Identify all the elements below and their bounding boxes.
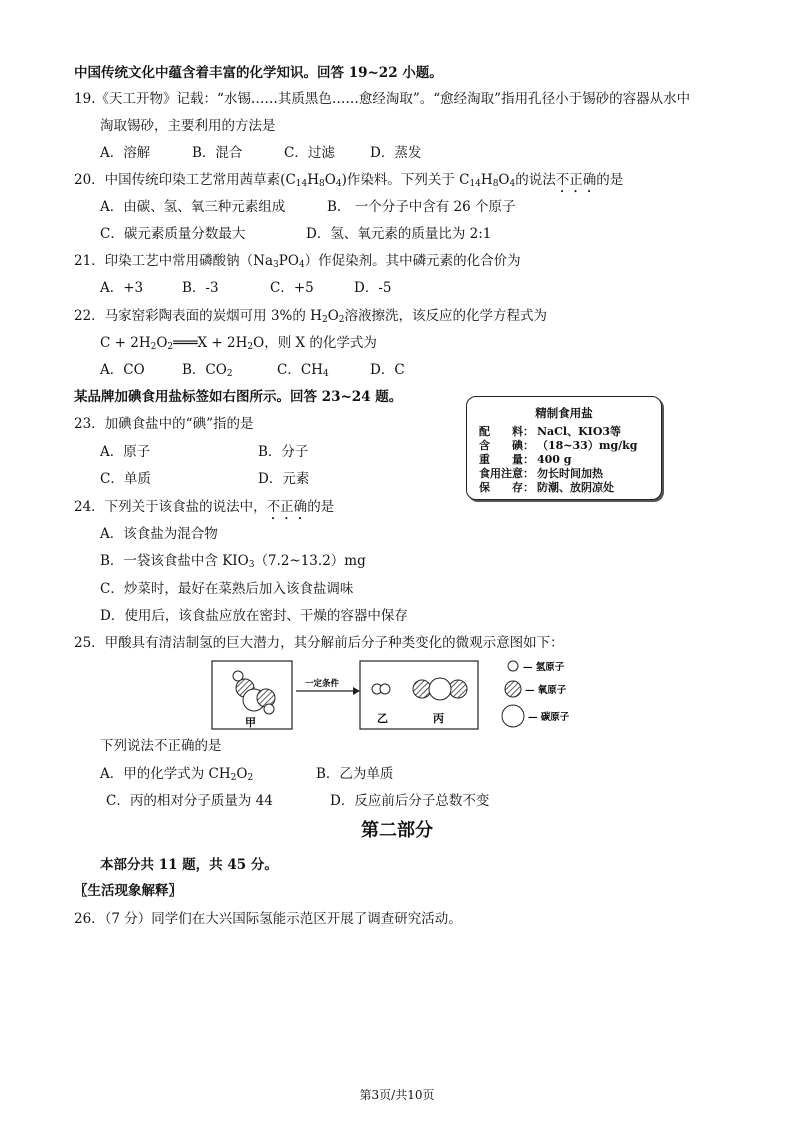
label-jia: 甲 — [245, 716, 256, 729]
label-yi: 乙 — [377, 712, 388, 725]
q26-stem: 26．（7 分）同学们在大兴国际氢能示范区开展了调查研究活动。 — [74, 911, 462, 927]
hydrogen-atom — [380, 684, 390, 694]
legend-carbon-icon — [502, 705, 524, 727]
q20-stem: 20．中国传统印染工艺常用茜草素$(C_{14}H_8O_4)$作染料。下列关于 $C_{14}H_8O_4$的说法不正确的是 — [74, 172, 624, 189]
carbon-atom — [429, 678, 451, 700]
q22-option-c: C．$CH_4$ — [277, 362, 329, 379]
q25-reaction-diagram — [205, 656, 625, 734]
q22-option-b: B．$CO_2$ — [182, 362, 233, 379]
oxygen-atom — [413, 680, 431, 698]
q23-stem: 23．加碘食盐中的“碘”指的是 — [74, 416, 254, 432]
q21-stem: 21．印染工艺中常用磷酸钠$(Na_3PO_4)$作促染剂。其中磷元素的化合价为 — [74, 253, 521, 270]
hydrogen-atom — [264, 704, 274, 714]
legend-hydrogen-icon — [508, 661, 518, 671]
q20-option-b: B． 一个分子中含有 26 个原子 — [327, 199, 516, 215]
legend-oxygen-icon — [505, 681, 521, 697]
legend-oxygen-label: — 氧原子 — [525, 685, 567, 696]
q20-option-a: A．由碳、氢、氧三种元素组成 — [100, 199, 286, 215]
q24-option-d: D．使用后，该食盐应放在密封、干燥的容器中保存 — [100, 608, 408, 624]
salt-label-box — [466, 396, 662, 500]
q24-emphasis: 不正确 — [266, 499, 308, 515]
q19-stem-line1: 19.《天工开物》记载：“水锡……其质黑色……愈经淘取”。“愈经淘取”指用孔径小于锡砂的容器从水中 — [74, 91, 691, 107]
page-footer: 第3页/共10页 — [359, 1088, 435, 1102]
q23-option-a: A．原子 — [100, 444, 151, 460]
salt-label-title: 精制食用盐 — [535, 406, 593, 420]
salt-label-row-usage: 食用注意： 勿长时间加热 — [479, 467, 603, 480]
q23-option-c: C．单质 — [100, 471, 151, 487]
q24-option-b: B．一袋该食盐中含 $KIO_3(7.2\sim 13.2)mg$ — [100, 553, 366, 570]
q20-option-c: C．碳元素质量分数最大 — [100, 226, 246, 242]
q25-option-b: B．乙为单质 — [316, 766, 394, 782]
q24-option-c: C．炒菜时，最好在菜熟后加入该食盐调味 — [100, 581, 354, 597]
q21-option-c: C．+5 — [270, 280, 314, 296]
q20-emphasis: 不正确 — [555, 172, 597, 188]
q25-option-c: C．丙的相对分子质量为 44 — [106, 793, 273, 809]
part2-note: 本部分共 11 题，共 45 分。 — [100, 857, 278, 873]
oxygen-atom — [257, 689, 275, 707]
legend-hydrogen-label: — 氢原子 — [523, 662, 565, 673]
arrow-head — [353, 687, 360, 695]
q21-option-b: B．-3 — [182, 280, 219, 296]
salt-label-row-iodine: 含 碘： （18~33）mg/kg — [479, 439, 638, 452]
q25-option-a: A．甲的化学式为 $CH_2O_2$ — [100, 766, 254, 783]
salt-label-row-weight: 重 量： 400 g — [479, 453, 572, 466]
label-bing: 丙 — [433, 712, 444, 725]
part2-category: 〖生活现象解释〗 — [74, 883, 182, 899]
q22-option-d: D．C — [370, 362, 405, 378]
q23-option-b: B．分子 — [258, 444, 309, 460]
q22-option-a: A．CO — [100, 362, 145, 378]
q19-option-b: B．混合 — [192, 145, 243, 161]
q19-option-c: C．过滤 — [284, 145, 335, 161]
q24-stem: 24．下列关于该食盐的说法中，不正确的是 — [74, 499, 335, 515]
q23-option-d: D．元素 — [258, 471, 310, 487]
q21-option-d: D．-5 — [354, 280, 392, 296]
q22-stem: 22．马家窑彩陶表面的炭烟可用 3%的 $H_2O_2$溶液擦洗，该反应的化学方程式为 — [74, 308, 547, 325]
salt-label-row-ingredients: 配 料： NaCl、KIO3等 — [479, 425, 622, 438]
intro-19-22: 中国传统文化中蕴含着丰富的化学知识。回答 19~22 小题。 — [74, 65, 443, 81]
q22-equation: $C + 2H_2O_2═══X + 2H_2O$，则 X 的化学式为 — [100, 335, 377, 352]
q21-option-a: A．+3 — [100, 280, 144, 296]
q25-substem: 下列说法不正确的是 — [100, 738, 222, 754]
q19-option-d: D．蒸发 — [370, 145, 422, 161]
q19-option-a: A．溶解 — [100, 145, 151, 161]
reaction-condition: 一定条件 — [305, 679, 340, 689]
q20-option-d: D．氢、氧元素的质量比为 2:1 — [306, 226, 492, 242]
legend-carbon-label: — 碳原子 — [528, 712, 570, 723]
q25-option-d: D．反应前后分子总数不变 — [330, 793, 490, 809]
q25-stem: 25．甲酸具有清洁制氢的巨大潜力，其分解前后分子种类变化的微观示意图如下： — [74, 635, 564, 651]
q24-option-a: A．该食盐为混合物 — [100, 526, 218, 542]
part2-title: 第二部分 — [361, 820, 433, 841]
q19-stem-line2: 淘取锡砂，主要利用的方法是 — [100, 118, 276, 134]
oxygen-atom — [449, 680, 467, 698]
salt-label-row-storage: 保 存： 防潮、放阴凉处 — [479, 481, 614, 494]
intro-23-24: 某品牌加碘食用盐标签如右图所示。回答 23~24 题。 — [74, 389, 403, 405]
